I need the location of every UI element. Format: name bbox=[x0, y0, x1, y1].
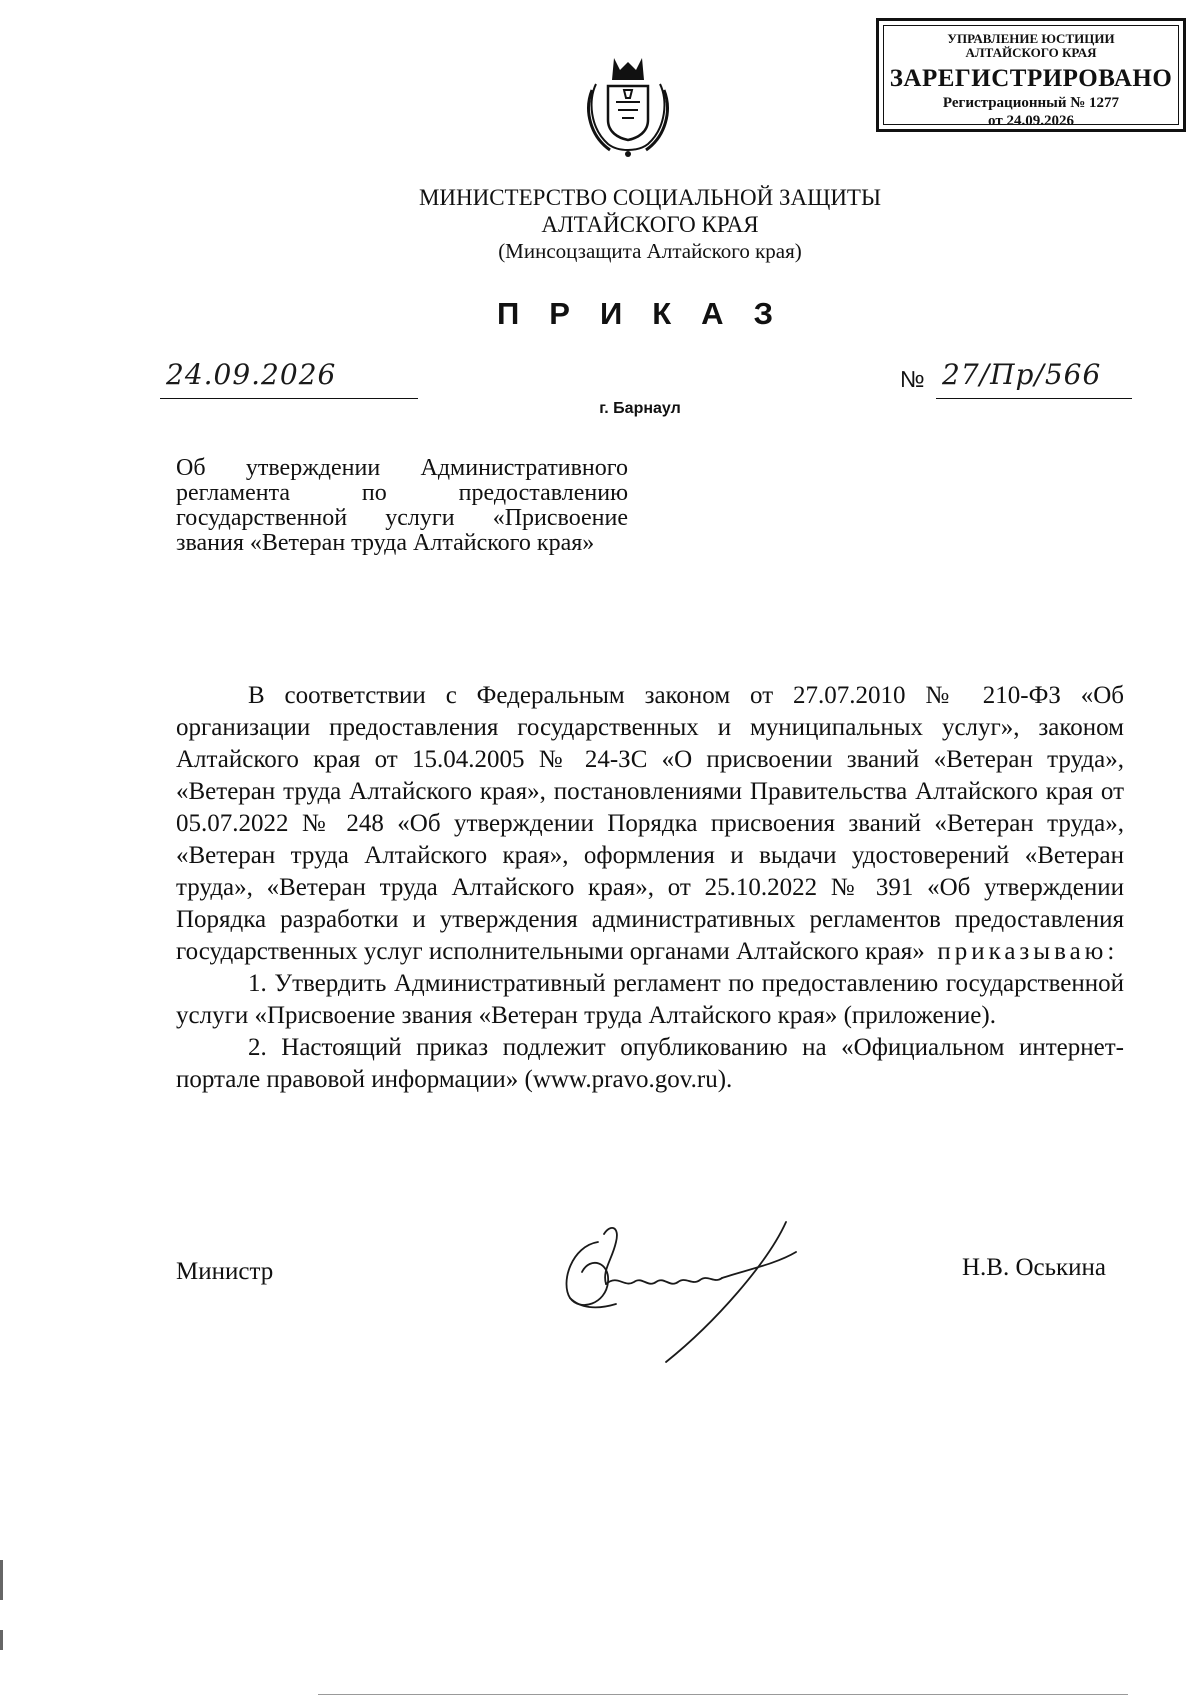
command-word: приказываю: bbox=[937, 938, 1119, 965]
order-item-2: 2. Настоящий приказ подлежит опубликованию на «Официальном интернет-портале правовой информации» (www.pravo.gov.ru). bbox=[176, 1034, 1124, 1093]
ministry-short-name: (Минсоцзащита Алтайского края) bbox=[498, 239, 802, 263]
number-sign: № bbox=[900, 366, 925, 392]
scan-edge-mark bbox=[0, 1630, 3, 1650]
ministry-name-line1: МИНИСТЕРСТВО СОЦИАЛЬНОЙ ЗАЩИТЫ bbox=[418, 185, 882, 210]
signatory-name: Н.В. Оськина bbox=[962, 1254, 1107, 1281]
document-type-title: ПРИКАЗ bbox=[497, 296, 803, 331]
coat-of-arms-emblem bbox=[578, 50, 678, 160]
order-number-field bbox=[936, 358, 1132, 399]
ministry-name-line2: АЛТАЙСКОГО КРАЯ bbox=[541, 212, 759, 237]
signatory-role: Министр bbox=[176, 1258, 274, 1285]
ministry-header bbox=[300, 184, 1000, 265]
order-number-handwritten: 27/Пр/566 bbox=[942, 358, 1102, 391]
stamp-org-line2: АЛТАЙСКОГО КРАЯ bbox=[965, 45, 1097, 60]
handwritten-signature bbox=[546, 1212, 866, 1372]
stamp-org bbox=[884, 32, 1178, 60]
scan-edge-mark bbox=[0, 1560, 3, 1600]
stamp-org-line1: УПРАВЛЕНИЕ ЮСТИЦИИ bbox=[947, 31, 1115, 46]
order-date-field bbox=[160, 358, 418, 399]
order-number-block bbox=[900, 358, 1132, 398]
order-body bbox=[176, 680, 1124, 1096]
order-date-handwritten: 24.09.2026 bbox=[166, 358, 337, 391]
stamp-reg-date: от 24.09.2026 bbox=[988, 113, 1074, 129]
registration-stamp bbox=[876, 18, 1186, 132]
stamp-title: ЗАРЕГИСТРИРОВАНО bbox=[889, 65, 1173, 92]
preamble-text: В соответствии с Федеральным законом от 27.07.2010 № 210-ФЗ «Об организации предоставления государственных и муниципальных услуг», законом Алтайского края от 15.04.2005 № 24-ЗС «О присвоении званий «Ветеран труда», «Ветеран труда Алтайского края», постановлениями Правительства Алтайского края от 05.07.2022 № 248 «Об утверждении Порядка присвоения званий «Ветеран труда», «Ветеран труда Алтайского края», оформления и выдачи удостоверений «Ветеран труда», «Ветеран труда Алтайского края», от 25.10.2022 № 391 «Об утверждении Порядка разработки и утверждения административных регламентов предоставления государственных услуг исполнительными органами Алтайского края» bbox=[176, 682, 1124, 965]
stamp-reg-number: Регистрационный № 1277 bbox=[942, 95, 1120, 111]
stamp-inner-frame bbox=[883, 25, 1179, 129]
order-subject: Об утверждении Административного регламента по предоставлению государственной услуги «Присвоение звания «Ветеран труда Алтайского края» bbox=[176, 455, 628, 556]
city-label: г. Барнаул bbox=[599, 400, 681, 417]
scan-bottom-rule bbox=[318, 1694, 1128, 1695]
preamble-paragraph bbox=[176, 680, 1124, 968]
order-item-1: 1. Утвердить Административный регламент по предоставлению государственной услуги «Присвоение звания «Ветеран труда Алтайского края» (приложение). bbox=[176, 970, 1124, 1029]
